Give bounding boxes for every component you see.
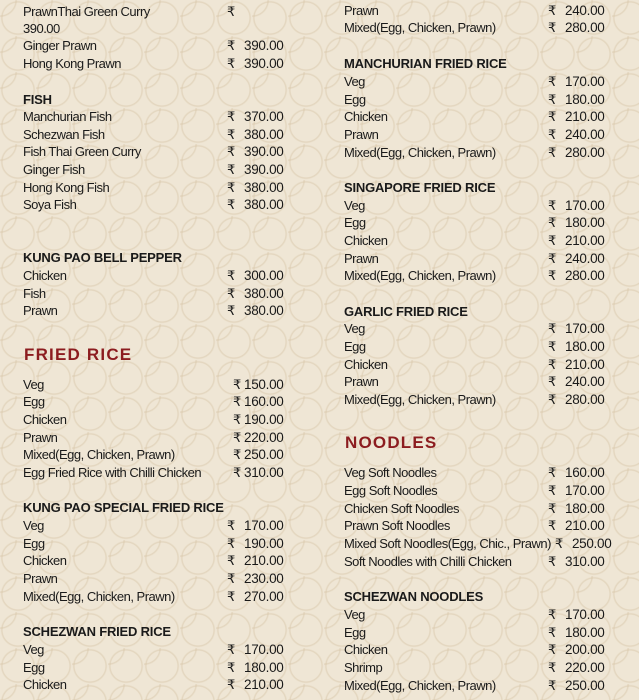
item-price: 180.00 (565, 92, 605, 107)
rupee-symbol: ₹ (548, 678, 556, 693)
item-name: Soya Fish (23, 197, 77, 212)
item-name: Ginger Prawn (23, 38, 97, 53)
item-price: 250.00 (565, 678, 605, 693)
item-name: Manchurian Fish (23, 109, 112, 124)
menu-item (23, 535, 284, 553)
menu-item (344, 19, 605, 37)
item-name: Chicken (23, 677, 67, 692)
item-name: Egg (23, 394, 45, 409)
rupee-symbol: ₹ (548, 92, 556, 107)
item-price: 220.00 (565, 660, 605, 675)
item-name: Ginger Fish (23, 162, 85, 177)
menu-item (344, 2, 605, 20)
item-price: 280.00 (565, 268, 605, 283)
rupee-symbol: ₹ (227, 180, 235, 195)
item-price: 300.00 (244, 268, 284, 283)
rupee-symbol: ₹ (227, 677, 235, 692)
rupee-symbol: ₹ (227, 553, 235, 568)
rupee-symbol: ₹ (233, 377, 241, 392)
item-name: Mixed(Egg, Chicken, Prawn) (344, 268, 496, 283)
item-price: 380.00 (244, 303, 284, 318)
item-price: 160.00 (565, 465, 605, 480)
item-price: 180.00 (565, 339, 605, 354)
item-price: 390.00 (244, 38, 284, 53)
item-price: 160.00 (244, 394, 284, 409)
item-name: Veg (344, 321, 365, 336)
menu-item (344, 464, 605, 482)
item-name: Egg Soft Noodles (344, 483, 438, 498)
item-price: 200.00 (565, 642, 605, 657)
section-heading-manchurian-fried-rice: MANCHURIAN FRIED RICE (344, 56, 507, 71)
item-price: 250.00 (244, 447, 284, 462)
rupee-symbol: ₹ (227, 109, 235, 124)
menu-item (344, 250, 605, 268)
section-heading-kung-pao-bell-pepper: KUNG PAO BELL PEPPER (23, 250, 182, 265)
item-name: Mixed Soft Noodles(Egg, Chic., Prawn) (344, 536, 551, 551)
item-name: Egg (23, 660, 45, 675)
rupee-symbol: ₹ (548, 198, 556, 213)
item-name: Chicken (23, 412, 67, 427)
rupee-symbol: ₹ (548, 339, 556, 354)
item-price: 180.00 (565, 215, 605, 230)
menu-item (344, 624, 605, 642)
menu-item (23, 676, 284, 694)
rupee-symbol: ₹ (227, 589, 235, 604)
rupee-symbol: ₹ (227, 286, 235, 301)
item-price: 210.00 (565, 518, 605, 533)
item-price: 220.00 (244, 430, 284, 445)
item-price: 240.00 (565, 127, 605, 142)
item-price: 240.00 (565, 374, 605, 389)
section-heading-fish: FISH (23, 92, 52, 107)
rupee-symbol: ₹ (548, 607, 556, 622)
item-name: Chicken (23, 553, 67, 568)
menu-item (23, 659, 284, 677)
menu-column-left (23, 0, 339, 700)
rupee-symbol: ₹ (548, 483, 556, 498)
item-name: Prawn (23, 303, 58, 318)
menu-item (344, 500, 605, 518)
menu-item (23, 393, 284, 411)
item-name: PrawnThai Green Curry (23, 4, 150, 19)
rupee-symbol: ₹ (227, 303, 235, 318)
rupee-symbol: ₹ (548, 3, 556, 18)
rupee-symbol: ₹ (227, 642, 235, 657)
rupee-symbol: ₹ (227, 571, 235, 586)
item-price: 210.00 (244, 553, 284, 568)
item-name: Prawn Soft Noodles (344, 518, 450, 533)
menu-item (344, 535, 611, 553)
menu-item (23, 143, 284, 161)
item-name: Chicken (344, 109, 388, 124)
item-price: 180.00 (565, 501, 605, 516)
item-price: 210.00 (244, 677, 284, 692)
rupee-symbol: ₹ (548, 554, 556, 569)
item-name: Prawn (344, 3, 379, 18)
rupee-symbol: ₹ (233, 465, 241, 480)
menu-item (344, 482, 605, 500)
item-price: 210.00 (565, 357, 605, 372)
rupee-symbol: ₹ (548, 518, 556, 533)
item-price: 310.00 (565, 554, 605, 569)
menu-item (344, 356, 605, 374)
rupee-symbol: ₹ (548, 392, 556, 407)
item-name: Mixed(Egg, Chicken, Prawn) (344, 145, 496, 160)
menu-item (23, 37, 284, 55)
rupee-symbol: ₹ (548, 321, 556, 336)
item-name: Hong Kong Prawn (23, 56, 122, 71)
menu-item (344, 232, 605, 250)
menu-item (344, 144, 605, 162)
item-name: Chicken Soft Noodles (344, 501, 460, 516)
rupee-symbol: ₹ (548, 233, 556, 248)
item-name: Egg (344, 625, 366, 640)
menu-item (344, 553, 605, 571)
rupee-symbol: ₹ (548, 465, 556, 480)
item-price: 250.00 (571, 536, 612, 551)
item-price: 240.00 (565, 251, 605, 266)
item-price: 210.00 (565, 109, 605, 124)
item-price: 190.00 (244, 536, 284, 551)
category-title-fried-rice: FRIED RICE (24, 345, 133, 364)
item-name: Veg (23, 377, 44, 392)
menu-item (344, 197, 605, 215)
menu-item (23, 302, 284, 320)
rupee-symbol: ₹ (227, 38, 235, 53)
item-price: 380.00 (244, 286, 284, 301)
item-price: 380.00 (244, 127, 284, 142)
rupee-symbol: ₹ (548, 145, 556, 160)
section-heading-singapore-fried-rice: SINGAPORE FRIED RICE (344, 180, 496, 195)
item-name: Veg (23, 518, 44, 533)
rupee-symbol: ₹ (227, 518, 235, 533)
rupee-symbol: ₹ (548, 625, 556, 640)
item-price: 210.00 (565, 233, 605, 248)
item-name: Hong Kong Fish (23, 180, 110, 195)
rupee-symbol: ₹ (548, 127, 556, 142)
menu-item (23, 446, 284, 464)
item-price: 240.00 (565, 3, 605, 18)
item-price: 390.00 (244, 56, 284, 71)
menu-item (344, 267, 605, 285)
category-title-noodles: NOODLES (345, 433, 438, 452)
rupee-symbol: ₹ (233, 447, 241, 462)
item-name: Mixed(Egg, Chicken, Prawn) (23, 589, 175, 604)
item-price: 180.00 (244, 660, 284, 675)
menu-item (23, 588, 284, 606)
menu-item (344, 73, 605, 91)
rupee-symbol: ₹ (548, 374, 556, 389)
menu-item (344, 91, 605, 109)
item-name: Mixed(Egg, Chicken, Prawn) (23, 447, 175, 462)
item-price: 190.00 (244, 412, 284, 427)
menu-item (344, 373, 605, 391)
item-name: Mixed(Egg, Chicken, Prawn) (344, 392, 496, 407)
item-name: Chicken (344, 357, 388, 372)
section-heading-garlic-fried-rice: GARLIC FRIED RICE (344, 304, 468, 319)
item-price: 170.00 (565, 321, 605, 336)
menu-item (344, 108, 605, 126)
item-name: Chicken (23, 268, 67, 283)
rupee-symbol: ₹ (548, 74, 556, 89)
item-name: Soft Noodles with Chilli Chicken (344, 554, 512, 569)
rupee-symbol: ₹ (554, 536, 563, 551)
rupee-symbol: ₹ (233, 430, 241, 445)
menu-item (23, 376, 284, 394)
menu-item (23, 196, 284, 214)
rupee-symbol: ₹ (548, 268, 556, 283)
item-name: Egg Fried Rice with Chilli Chicken (23, 465, 202, 480)
item-price: 380.00 (244, 197, 284, 212)
section-heading-schezwan-fried-rice: SCHEZWAN FRIED RICE (23, 624, 171, 639)
menu-item (344, 606, 605, 624)
rupee-symbol: ₹ (227, 660, 235, 675)
item-price: 170.00 (244, 642, 284, 657)
menu-item (344, 641, 605, 659)
menu-item (344, 659, 605, 677)
item-name: Chicken (344, 233, 388, 248)
item-name: Prawn (344, 127, 379, 142)
item-price: 280.00 (565, 392, 605, 407)
item-name: Prawn (344, 374, 379, 389)
menu-item (23, 464, 284, 482)
menu-item (344, 517, 605, 535)
menu-item (23, 55, 284, 73)
menu-item (344, 320, 605, 338)
item-price: 170.00 (244, 518, 284, 533)
menu-item (23, 179, 284, 197)
rupee-symbol: ₹ (548, 251, 556, 266)
item-name: Egg (344, 339, 366, 354)
rupee-symbol: ₹ (548, 109, 556, 124)
menu-item (23, 126, 284, 144)
menu-item (23, 429, 284, 447)
item-name: Egg (344, 92, 366, 107)
item-name: Prawn (23, 571, 58, 586)
item-name: Mixed(Egg, Chicken, Prawn) (344, 678, 496, 693)
rupee-symbol: ₹ (227, 56, 235, 71)
item-name: Veg (344, 607, 365, 622)
rupee-symbol: ₹ (548, 642, 556, 657)
rupee-symbol: ₹ (227, 268, 235, 283)
item-name: Fish (23, 286, 46, 301)
item-price: 390.00 (244, 144, 284, 159)
item-name: Veg (344, 74, 365, 89)
menu-item (344, 391, 605, 409)
item-name: Prawn (344, 251, 379, 266)
item-price: 270.00 (244, 589, 284, 604)
item-name: Veg Soft Noodles (344, 465, 437, 480)
rupee-symbol: ₹ (548, 215, 556, 230)
item-name: Shrimp (344, 660, 383, 675)
item-price: 230.00 (244, 571, 284, 586)
item-price: 170.00 (565, 198, 605, 213)
menu-item (23, 267, 284, 285)
rupee-symbol: ₹ (227, 4, 235, 19)
rupee-symbol: ₹ (548, 357, 556, 372)
item-name: Fish Thai Green Curry (23, 144, 141, 159)
item-price: 170.00 (565, 607, 605, 622)
item-price: 280.00 (565, 20, 605, 35)
item-name: Veg (344, 198, 365, 213)
item-name: Veg (23, 642, 44, 657)
rupee-symbol: ₹ (227, 127, 235, 142)
rupee-symbol: ₹ (233, 412, 241, 427)
menu-item (23, 570, 284, 588)
item-price: 170.00 (565, 483, 605, 498)
menu-item (344, 126, 605, 144)
rupee-symbol: ₹ (548, 20, 556, 35)
item-name: Chicken (344, 642, 388, 657)
rupee-symbol: ₹ (548, 501, 556, 516)
item-name: Schezwan Fish (23, 127, 105, 142)
menu-item (23, 161, 284, 179)
item-name: Prawn (23, 430, 58, 445)
item-name: Egg (344, 215, 366, 230)
item-price: 390.00 (244, 162, 284, 177)
menu-item (344, 677, 605, 695)
menu-column-right (344, 0, 639, 700)
rupee-symbol: ₹ (227, 162, 235, 177)
rupee-symbol: ₹ (227, 197, 235, 212)
item-price: 380.00 (244, 180, 284, 195)
rupee-symbol: ₹ (233, 394, 241, 409)
menu-item (23, 411, 284, 429)
item-name: Egg (23, 536, 45, 551)
wrapped-price: 390.00 (23, 21, 60, 36)
menu-item (23, 3, 244, 21)
item-price: 370.00 (244, 109, 284, 124)
item-price: 310.00 (244, 465, 284, 480)
menu-item (23, 552, 284, 570)
rupee-symbol: ₹ (548, 660, 556, 675)
menu-item (23, 285, 284, 303)
menu-item (23, 641, 284, 659)
item-price: 170.00 (565, 74, 605, 89)
item-price: 150.00 (244, 377, 284, 392)
rupee-symbol: ₹ (227, 536, 235, 551)
item-price: 180.00 (565, 625, 605, 640)
item-name: Mixed(Egg, Chicken, Prawn) (344, 20, 496, 35)
menu-item (344, 338, 605, 356)
menu-item (23, 517, 284, 535)
section-heading-kung-pao-special-fried-rice: KUNG PAO SPECIAL FRIED RICE (23, 500, 224, 515)
rupee-symbol: ₹ (227, 144, 235, 159)
menu-item (344, 214, 605, 232)
item-price: 280.00 (565, 145, 605, 160)
section-heading-schezwan-noodles: SCHEZWAN NOODLES (344, 589, 484, 604)
menu-item (23, 108, 284, 126)
